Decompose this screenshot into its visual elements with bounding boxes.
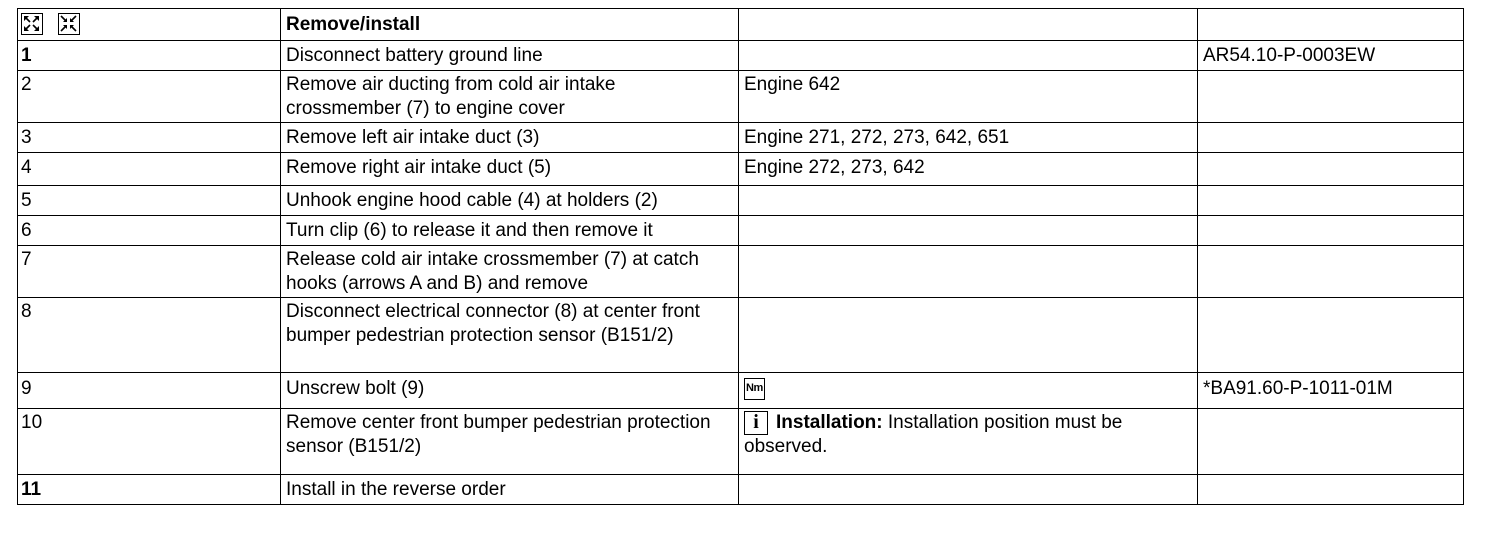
step-action: Install in the reverse order [281,475,739,505]
table-row [18,298,1464,373]
step-number: 2 [18,71,281,123]
step-number: 1 [18,41,281,71]
step-number: 3 [18,123,281,153]
step-note: Engine 271, 272, 273, 642, 651 [739,123,1198,153]
header-icons-cell [18,9,281,41]
step-reference [1198,409,1464,475]
table-row [18,216,1464,246]
step-action: Remove air ducting from cold air intake crossmember (7) to engine cover [281,71,739,123]
step-reference [1198,71,1464,123]
step-note [739,41,1198,71]
step-action: Release cold air intake crossmember (7) at catch hooks (arrows A and B) and remove [281,246,739,298]
step-reference-link[interactable]: AR54.10-P-0003EW [1198,41,1464,71]
step-note [739,475,1198,505]
expand-arrows-icon[interactable] [21,13,43,35]
table-row [18,153,1464,186]
step-number: 7 [18,246,281,298]
step-reference [1198,475,1464,505]
step-note [739,373,1198,409]
step-reference [1198,153,1464,186]
table-row [18,409,1464,475]
step-action: Remove right air intake duct (5) [281,153,739,186]
note-text: Installation position must be observed. [744,412,1123,457]
table-row [18,246,1464,298]
step-reference [1198,123,1464,153]
step-number: 8 [18,298,281,373]
step-note [739,246,1198,298]
table-row [18,71,1464,123]
table-row [18,41,1464,71]
step-note: Engine 642 [739,71,1198,123]
step-reference [1198,216,1464,246]
step-reference-link[interactable]: *BA91.60-P-1011-01M [1198,373,1464,409]
procedure-table [17,8,1464,505]
note-label: Installation: [776,412,883,433]
header-empty-ref [1198,9,1464,41]
step-action: Remove center front bumper pedestrian protection sensor (B151/2) [281,409,739,475]
step-number: 5 [18,186,281,216]
table-row [18,475,1464,505]
step-action: Disconnect electrical connector (8) at center front bumper pedestrian protection sensor (B151/2) [281,298,739,373]
step-note: Engine 272, 273, 642 [739,153,1198,186]
step-note [739,216,1198,246]
table-row [18,186,1464,216]
step-number: 4 [18,153,281,186]
info-icon: i [744,411,768,435]
table-row [18,123,1464,153]
step-action: Unscrew bolt (9) [281,373,739,409]
step-number: 11 [18,475,281,505]
step-note [739,298,1198,373]
step-action: Remove left air intake duct (3) [281,123,739,153]
step-number: 6 [18,216,281,246]
table-row [18,373,1464,409]
step-reference [1198,186,1464,216]
collapse-arrows-icon[interactable] [58,13,80,35]
step-note [739,186,1198,216]
step-number: 10 [18,409,281,475]
step-reference [1198,298,1464,373]
table-header-row [18,9,1464,41]
step-action: Unhook engine hood cable (4) at holders (2) [281,186,739,216]
step-action: Disconnect battery ground line [281,41,739,71]
step-note [739,409,1198,475]
step-number: 9 [18,373,281,409]
torque-nm-icon[interactable]: Nm [744,378,765,400]
header-title: Remove/install [281,9,739,41]
header-empty-note [739,9,1198,41]
step-action: Turn clip (6) to release it and then remove it [281,216,739,246]
step-reference [1198,246,1464,298]
